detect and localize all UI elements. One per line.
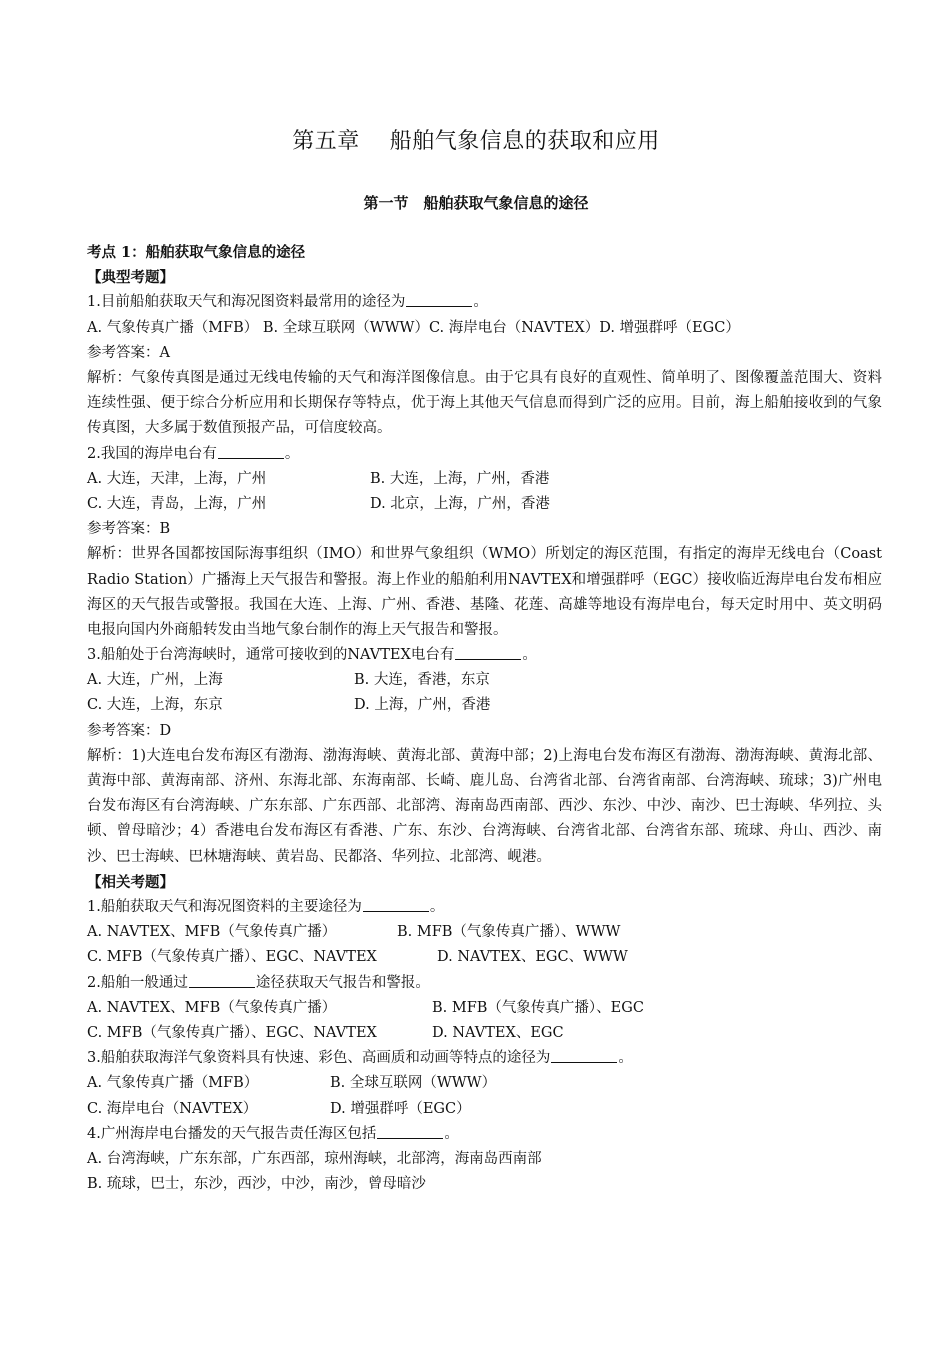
r1-option-a: A. NAVTEX、MFB（气象传真广播） xyxy=(87,924,337,941)
q2-options-row1 xyxy=(87,467,882,492)
q3-options-row2 xyxy=(87,693,882,718)
r1-stem-end: 。 xyxy=(429,899,445,916)
content xyxy=(87,240,882,1197)
r3-option-c: C. 海岸电台（NAVTEX） xyxy=(87,1100,258,1117)
q3-option-b: B. 大连，香港，东京 xyxy=(354,672,490,689)
q1-stem-text: 1.目前船舶获取天气和海况图资料最常用的途径为 xyxy=(87,294,406,311)
q2-answer: 参考答案：B xyxy=(87,521,171,538)
r4-option-b: B. 琉球，巴士，东沙，西沙，中沙，南沙，曾母暗沙 xyxy=(87,1176,426,1193)
r3-stem-text: 3.船舶获取海洋气象资料具有快速、彩色、高画质和动画等特点的途径为 xyxy=(87,1050,551,1067)
r2-stem xyxy=(87,971,882,996)
r1-option-c: C. MFB（气象传真广播）、EGC、NAVTEX xyxy=(87,949,377,966)
q2-stem-end: 。 xyxy=(284,445,300,462)
q3-stem-end: 。 xyxy=(522,647,537,664)
r3-option-d: D. 增强群呼（EGC） xyxy=(330,1100,471,1117)
r2-options-row2 xyxy=(87,1021,882,1046)
typical-heading: 【典型考题】 xyxy=(87,269,174,287)
r4-option-a: A. 台湾海峡，广东东部，广东西部，琼州海峡，北部湾，海南岛西南部 xyxy=(87,1150,542,1167)
r2-option-d: D. NAVTEX、EGC xyxy=(432,1025,564,1041)
r1-stem xyxy=(87,895,882,920)
q3-option-d: D. 上海，广州，香港 xyxy=(354,697,491,714)
q2-option-d: D. 北京，上海，广州，香港 xyxy=(370,495,550,512)
q3-option-c: C. 大连，上海，东京 xyxy=(87,697,223,714)
answer-blank xyxy=(551,1048,617,1063)
answer-blank xyxy=(377,1124,443,1139)
q2-options-row2 xyxy=(87,492,882,517)
r1-option-b: B. MFB（气象传真广播）、WWW xyxy=(397,924,621,941)
r1-option-d: D. NAVTEX、EGC、WWW xyxy=(437,949,628,966)
answer-blank xyxy=(455,645,521,660)
q2-option-a: A. 大连，天津，上海，广州 xyxy=(87,470,267,487)
r2-options-row1 xyxy=(87,996,882,1021)
q3-answer: 参考答案：D xyxy=(87,722,172,739)
q3-option-a: A. 大连，广州，上海 xyxy=(87,672,223,689)
q3-stem-text: 3.船舶处于台湾海峡时，通常可接收到的NAVTEX电台有 xyxy=(87,647,455,664)
q3-options-row1 xyxy=(87,668,882,693)
q2-stem-text: 2.我国的海岸电台有 xyxy=(87,445,217,462)
chapter-title: 第五章 船舶气象信息的获取和应用 xyxy=(292,129,660,154)
r2-option-a: A. NAVTEX、MFB（气象传真广播） xyxy=(87,999,337,1016)
q1-options: A. 气象传真广播（MFB） B. 全球互联网（WWW）C. 海岸电台（NAVTEX）D. 增强群呼（EGC） xyxy=(87,319,740,336)
r3-options-row1 xyxy=(87,1071,882,1096)
q1-stem-end: 。 xyxy=(473,294,488,311)
r4-stem xyxy=(87,1122,882,1147)
q2-stem xyxy=(87,442,882,467)
q1-stem xyxy=(87,290,882,315)
answer-blank xyxy=(363,897,429,912)
section-title: 第一节 船舶获取气象信息的途径 xyxy=(363,194,589,212)
r3-option-a: A. 气象传真广播（MFB） xyxy=(87,1075,259,1092)
r4-stem-end: 。 xyxy=(444,1125,459,1142)
r2-stem-text: 2.船舶一般通过 xyxy=(87,974,188,991)
r4-stem-text: 4.广州海岸电台播发的天气报告责任海区包括 xyxy=(87,1125,377,1142)
answer-blank xyxy=(189,973,255,988)
q2-option-b: B. 大连，上海，广州，香港 xyxy=(370,470,550,487)
r3-stem xyxy=(87,1046,882,1071)
q3-analysis: 解析：1)大连电台发布海区有渤海、渤海海峡、黄海北部、黄海中部；2)上海电台发布海区有渤海、渤海海峡、黄海北部、黄海中部、黄海南部、济州、东海北部、东海南部、长崎、鹿儿岛、台湾省北部、台湾省南部、台湾海峡、琉球；3)广州电台发布海区有台湾海峡、广东东部、广东西部、北部湾、海南岛西南部、西沙、东沙、中沙、南沙、巴士海峡、华列拉、头顿、曾母暗沙；4）香港电台发布海区有香港、广东、东沙、台湾海峡、台湾省北部、台湾省东部、琉球、舟山、西沙、南沙、巴士海峡、巴林塘海峡、黄岩岛、民都洛、华列拉、北部湾、岘港。 xyxy=(87,747,882,865)
r3-stem-end: 。 xyxy=(618,1050,633,1067)
r1-options-row2 xyxy=(87,945,882,970)
related-heading: 【相关考题】 xyxy=(87,873,174,891)
answer-blank xyxy=(406,292,472,307)
r3-options-row2 xyxy=(87,1097,882,1122)
q1-answer: 参考答案：A xyxy=(87,344,170,361)
r2-option-c: C. MFB（气象传真广播）、EGC、NAVTEX xyxy=(87,1025,377,1041)
topic-heading: 考点 1：船舶获取气象信息的途径 xyxy=(87,244,306,261)
r3-option-b: B. 全球互联网（WWW） xyxy=(330,1075,497,1092)
r1-stem-text: 1.船舶获取天气和海况图资料的主要途径为 xyxy=(87,899,362,916)
q3-stem xyxy=(87,643,882,668)
r2-stem-end: 途径获取天气报告和警报。 xyxy=(255,974,430,991)
q2-analysis: 解析：世界各国都按国际海事组织（IMO）和世界气象组织（WMO）所划定的海区范围，有指定的海岸无线电台（Coast Radio Station）广播海上天气报告和警报。海上作业的船舶利用NAVTEX和增强群呼（EGC）接收临近海岸电台发布相应海区的天气报告或警报。我国在大连、上海、广州、香港、基隆、花莲、高雄等地设有海岸电台，每天定时用中、英文明码电报向国内外商船转发由当地气象台制作的海上天气报告和警报。 xyxy=(87,546,882,638)
answer-blank xyxy=(218,444,284,459)
q1-analysis: 解析：气象传真图是通过无线电传输的天气和海洋图像信息。由于它具有良好的直观性、简单明了、图像覆盖范围大、资料连续性强、便于综合分析应用和长期保存等特点，优于海上其他天气信息而得到广泛的应用。目前，海上船舶接收到的气象传真图，大多属于数值预报产品，可信度较高。 xyxy=(87,369,882,437)
q2-option-c: C. 大连，青岛，上海，广州 xyxy=(87,495,267,512)
r1-options-row1 xyxy=(87,920,882,945)
r2-option-b: B. MFB（气象传真广播）、EGC xyxy=(432,999,644,1016)
